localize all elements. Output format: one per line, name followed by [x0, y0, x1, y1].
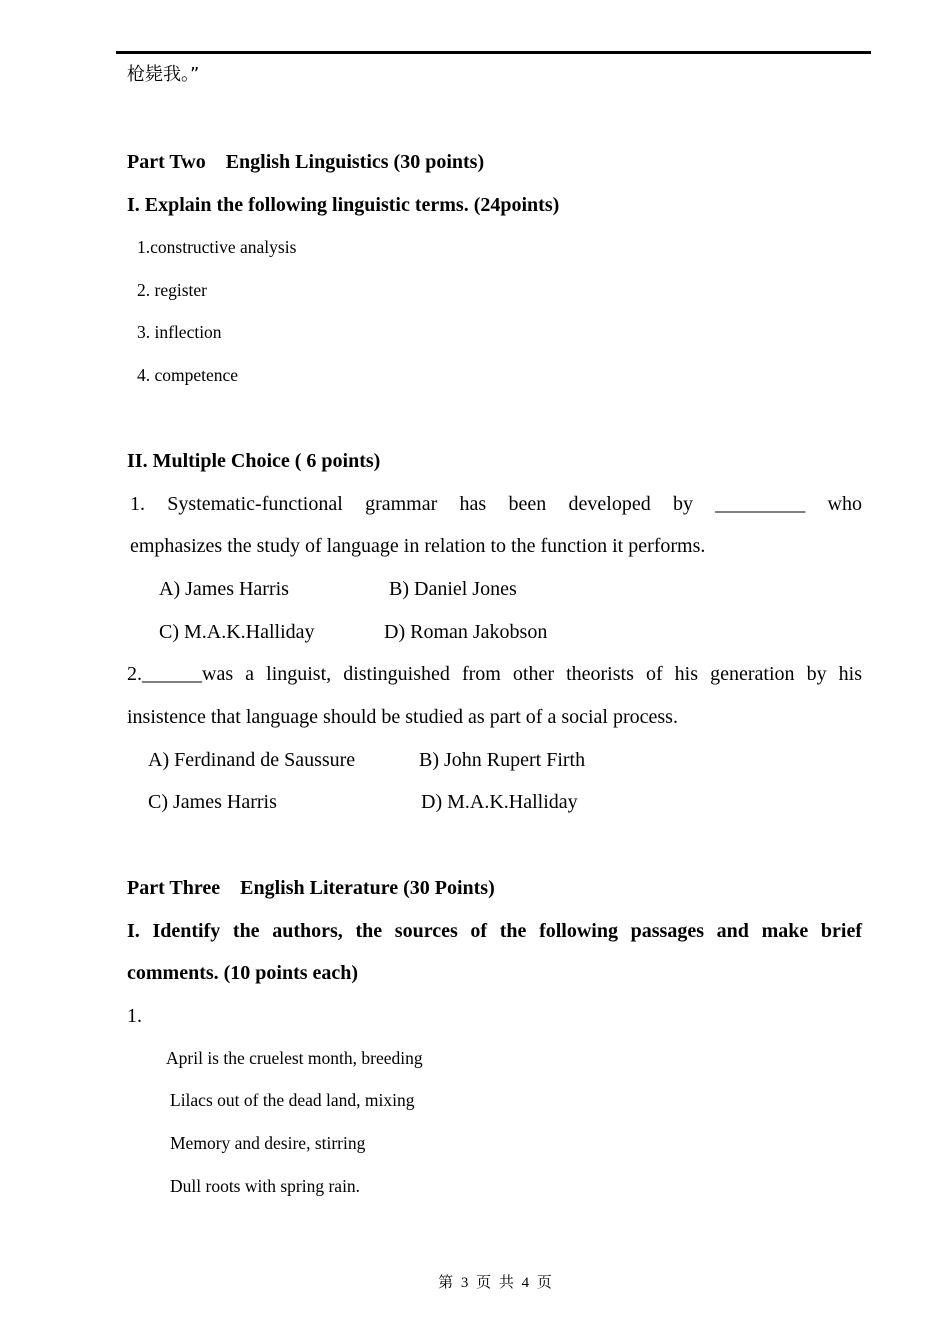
section-2-heading: II. Multiple Choice ( 6 points): [127, 450, 381, 472]
question-1-line-1: 1. Systematic-functional grammar has been developed by _________ who: [130, 493, 862, 515]
term-item: 3. inflection: [137, 322, 222, 342]
option-d: D) M.A.K.Halliday: [421, 791, 578, 813]
term-item: 2. register: [137, 280, 207, 300]
header-rule: [116, 51, 871, 54]
option-c: C) M.A.K.Halliday: [159, 621, 315, 643]
part-two-heading: Part Two English Linguistics (30 points): [127, 151, 485, 173]
option-a: A) James Harris: [159, 578, 289, 600]
term-item: 1.constructive analysis: [137, 237, 297, 257]
part-three-heading: Part Three English Literature (30 Points): [127, 877, 495, 899]
option-a: A) Ferdinand de Saussure: [148, 749, 356, 771]
option-b: B) Daniel Jones: [389, 578, 517, 600]
literature-instruction-line-1: I. Identify the authors, the sources of the following passages and make brief: [127, 920, 862, 942]
option-c: C) James Harris: [148, 791, 277, 813]
question-2-line-1: 2.______was a linguist, distinguished from other theorists of his generation by his: [127, 663, 862, 685]
poem-line: Memory and desire, stirring: [170, 1133, 366, 1153]
poem-line: Lilacs out of the dead land, mixing: [170, 1090, 415, 1110]
page-footer: 第 3 页 共 4 页: [438, 1275, 552, 1291]
item-number: 1.: [127, 1005, 142, 1027]
option-d: D) Roman Jakobson: [384, 621, 548, 643]
term-item: 4. competence: [137, 365, 239, 385]
section-1-heading: I. Explain the following linguistic terms. (24points): [127, 194, 560, 216]
poem-line: April is the cruelest month, breeding: [166, 1048, 423, 1068]
question-1-line-2: emphasizes the study of language in relation to the function it performs.: [130, 535, 706, 557]
poem-line: Dull roots with spring rain.: [170, 1176, 361, 1196]
option-b: B) John Rupert Firth: [419, 749, 586, 771]
question-2-line-2: insistence that language should be studied as part of a social process.: [127, 706, 678, 728]
continued-text: 枪毙我。”: [127, 64, 200, 85]
literature-instruction-line-2: comments. (10 points each): [127, 962, 359, 984]
